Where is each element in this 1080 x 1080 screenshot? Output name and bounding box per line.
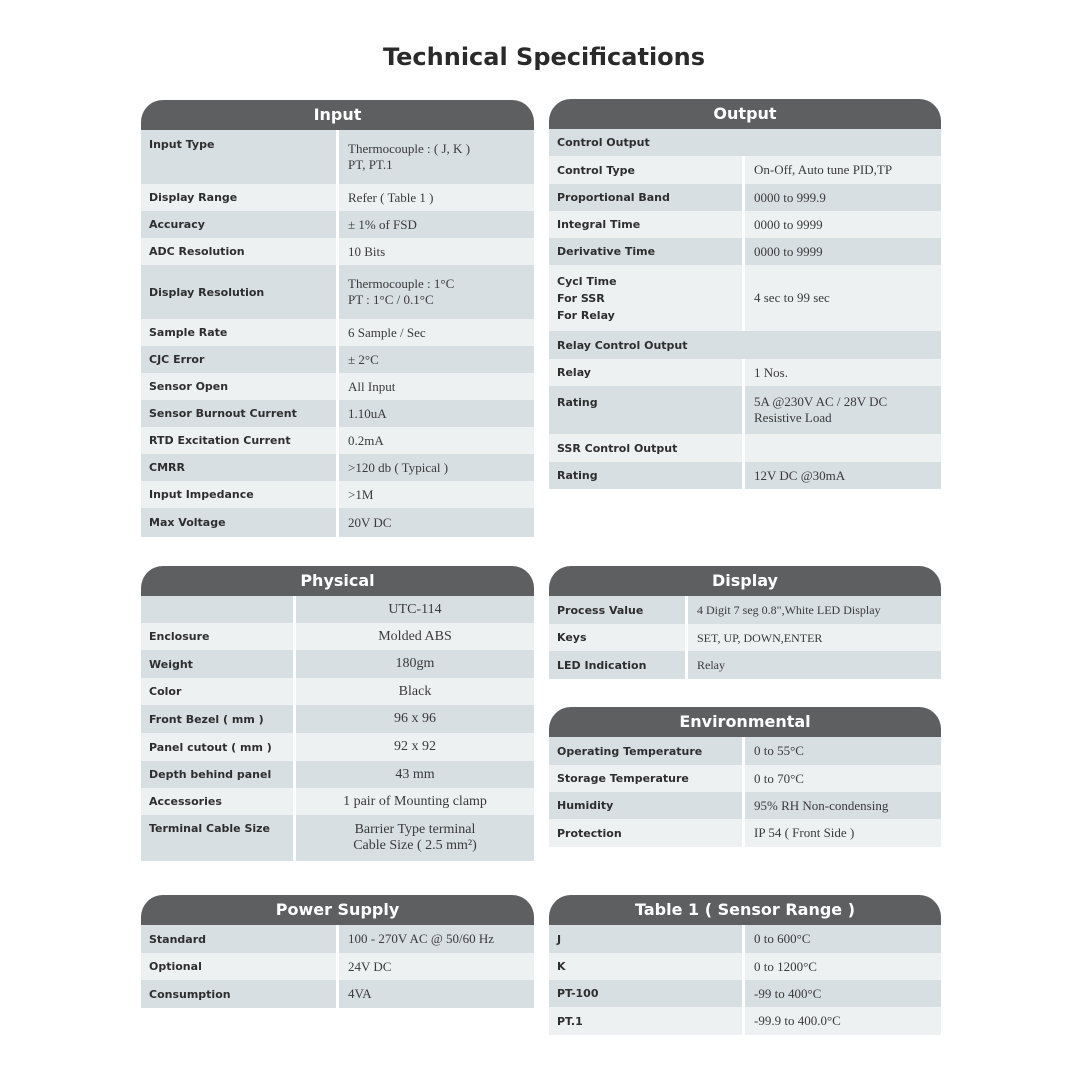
table-row: [549, 980, 941, 1007]
row-value: 0 to 55°C: [754, 743, 804, 758]
row-value: 5A @230V AC / 28V DC Resistive Load: [754, 394, 888, 425]
row-label: CMRR: [141, 454, 339, 481]
table-row: [141, 346, 534, 373]
row-label: Cycl Time For SSR For Relay: [549, 265, 745, 331]
row-label: Consumption: [141, 980, 339, 1008]
row-value: 0000 to 9999: [754, 243, 823, 259]
table-row: [141, 454, 534, 481]
row-value: 1 Nos.: [754, 364, 788, 380]
row-label: K: [549, 953, 745, 980]
row-value: 4VA: [348, 986, 372, 1001]
row-label: Rating: [549, 386, 745, 434]
row-value: 12V DC @30mA: [754, 467, 846, 483]
row-value: Relay: [697, 658, 725, 672]
row-value: 6 Sample / Sec: [348, 324, 426, 340]
table-row: [549, 1007, 941, 1035]
row-label: Optional: [141, 953, 339, 980]
row-value: Black: [398, 683, 432, 699]
table-row: [141, 650, 534, 678]
row-value: Refer ( Table 1 ): [348, 189, 434, 205]
row-label: Max Voltage: [141, 508, 339, 537]
row-label: Sensor Burnout Current: [141, 400, 339, 427]
row-label: Control Type: [549, 156, 745, 184]
row-value: 4 Digit 7 seg 0.8",White LED Display: [697, 603, 881, 617]
row-value: -99 to 400°C: [754, 985, 822, 1001]
row-label: Input Type: [141, 130, 339, 184]
row-label: Keys: [549, 624, 688, 651]
row-label: Derivative Time: [549, 238, 745, 265]
row-label: Storage Temperature: [549, 765, 745, 792]
table-row: [549, 819, 941, 847]
row-value: 0000 to 9999: [754, 216, 823, 232]
row-label: Process Value: [549, 596, 688, 624]
output-panel: [549, 99, 941, 489]
section-control-output: Control Output: [549, 129, 941, 156]
row-value: ± 2°C: [348, 351, 379, 367]
row-label: Sample Rate: [141, 319, 339, 346]
table-row: [141, 481, 534, 508]
row-label: Protection: [549, 819, 745, 847]
row-value: -99.9 to 400.0°C: [754, 1013, 841, 1028]
table-row: [141, 788, 534, 815]
row-label: Proportional Band: [549, 184, 745, 211]
row-label: LED Indication: [549, 651, 688, 679]
row-label: Depth behind panel: [141, 761, 296, 788]
row-label: Front Bezel ( mm ): [141, 705, 296, 733]
row-label: Display Range: [141, 184, 339, 211]
physical-panel-header: Physical: [141, 566, 534, 596]
table-row: [549, 462, 941, 489]
row-label: Enclosure: [141, 623, 296, 650]
row-label: Input Impedance: [141, 481, 339, 508]
row-label: Display Resolution: [141, 265, 339, 319]
row-value: 100 - 270V AC @ 50/60 Hz: [348, 931, 495, 946]
table-row: [141, 815, 534, 861]
row-value: 24V DC: [348, 958, 392, 974]
row-value: 0 to 70°C: [754, 770, 804, 786]
table-row: [549, 211, 941, 238]
row-label: ADC Resolution: [141, 238, 339, 265]
model-value: UTC-114: [388, 601, 442, 617]
row-value: Thermocouple : ( J, K ) PT, PT.1: [348, 141, 471, 172]
row-label: Standard: [141, 925, 339, 953]
row-value: 0000 to 999.9: [754, 189, 826, 205]
table-row: [549, 156, 941, 184]
row-value: 180gm: [395, 656, 435, 671]
input-panel-header: Input: [141, 100, 534, 130]
table-row: [141, 596, 534, 623]
table-row: [141, 427, 534, 454]
row-label: Color: [141, 678, 296, 705]
table-row: [549, 359, 941, 386]
power-supply-panel-header: Power Supply: [141, 895, 534, 925]
table-row: [141, 130, 534, 184]
section-relay-control-output: Relay Control Output: [549, 331, 941, 359]
row-label: PT.1: [549, 1007, 745, 1035]
page-title: Technical Specifications: [382, 43, 706, 71]
row-value: 0 to 1200°C: [754, 958, 817, 974]
table-row: [549, 925, 941, 953]
row-label: Sensor Open: [141, 373, 339, 400]
table-row: [141, 761, 534, 788]
row-label: J: [549, 925, 745, 953]
row-value: SET, UP, DOWN,ENTER: [697, 630, 823, 645]
row-value: IP 54 ( Front Side ): [754, 825, 855, 840]
row-value: >120 db ( Typical ): [348, 459, 449, 475]
table-row: [141, 400, 534, 427]
row-value: 10 Bits: [348, 243, 386, 259]
row-label: Panel cutout ( mm ): [141, 733, 296, 761]
table-row: [549, 596, 941, 624]
table-row: [141, 211, 534, 238]
row-label: CJC Error: [141, 346, 339, 373]
row-value: ± 1% of FSD: [348, 216, 417, 232]
row-label: PT-100: [549, 980, 745, 1007]
display-panel: [549, 566, 941, 679]
row-label: Terminal Cable Size: [141, 815, 296, 861]
table-row: [141, 925, 534, 953]
row-label: Relay: [549, 359, 745, 386]
row-label: Integral Time: [549, 211, 745, 238]
table-row: [141, 705, 534, 733]
table-row: [549, 792, 941, 819]
table-row: [141, 265, 534, 319]
physical-panel: [141, 566, 534, 861]
row-label: Humidity: [549, 792, 745, 819]
row-label: Operating Temperature: [549, 737, 745, 765]
row-value: 92 x 92: [394, 739, 436, 754]
section-ssr-control-output: SSR Control Output: [549, 434, 745, 462]
row-value: 43 mm: [395, 766, 435, 782]
row-value: 0 to 600°C: [754, 931, 811, 946]
output-panel-header: Output: [549, 99, 941, 129]
table-row: [141, 733, 534, 761]
row-value: Thermocouple : 1°C PT : 1°C / 0.1°C: [348, 276, 455, 307]
table-row: [549, 651, 941, 679]
table-row: [549, 953, 941, 980]
row-value: >1M: [348, 486, 374, 502]
row-value: All Input: [348, 378, 396, 394]
row-value: 0.2mA: [348, 432, 384, 448]
table-row: [141, 980, 534, 1008]
display-panel-header: Display: [549, 566, 941, 596]
row-value-empty: [745, 434, 941, 462]
row-value: 96 x 96: [394, 711, 436, 726]
table-row: [141, 678, 534, 705]
table-row: [549, 386, 941, 434]
row-label: Accessories: [141, 788, 296, 815]
row-value: Barrier Type terminal Cable Size ( 2.5 mm²): [353, 822, 477, 853]
table-row: [549, 238, 941, 265]
table-row: [141, 238, 534, 265]
table-row: [549, 624, 941, 651]
table-row: [141, 953, 534, 980]
row-label: Weight: [141, 650, 296, 678]
sensor-range-panel: [549, 895, 941, 1035]
table-row: [141, 319, 534, 346]
row-value: 95% RH Non-condensing: [754, 797, 889, 813]
table-row: [549, 737, 941, 765]
environmental-panel-header: Environmental: [549, 707, 941, 737]
environmental-panel: [549, 707, 941, 847]
table-row: [549, 184, 941, 211]
table-row: [549, 434, 941, 462]
sensor-range-panel-header: Table 1 ( Sensor Range ): [549, 895, 941, 925]
row-value: 4 sec to 99 sec: [754, 290, 830, 305]
row-value: 1 pair of Mounting clamp: [343, 793, 487, 809]
row-value: 1.10uA: [348, 405, 387, 421]
table-row: [549, 765, 941, 792]
row-value: 20V DC: [348, 514, 392, 530]
table-row: [141, 623, 534, 650]
row-value: On-Off, Auto tune PID,TP: [754, 162, 893, 177]
power-supply-panel: [141, 895, 534, 1008]
row-label-empty: [141, 596, 296, 623]
row-value: Molded ABS: [378, 628, 452, 644]
row-label: Accuracy: [141, 211, 339, 238]
row-label: RTD Excitation Current: [141, 427, 339, 454]
table-row: [549, 265, 941, 331]
table-row: [141, 373, 534, 400]
input-panel: [141, 100, 534, 537]
table-row: [141, 184, 534, 211]
table-row: [141, 508, 534, 537]
row-label: Rating: [549, 462, 745, 489]
